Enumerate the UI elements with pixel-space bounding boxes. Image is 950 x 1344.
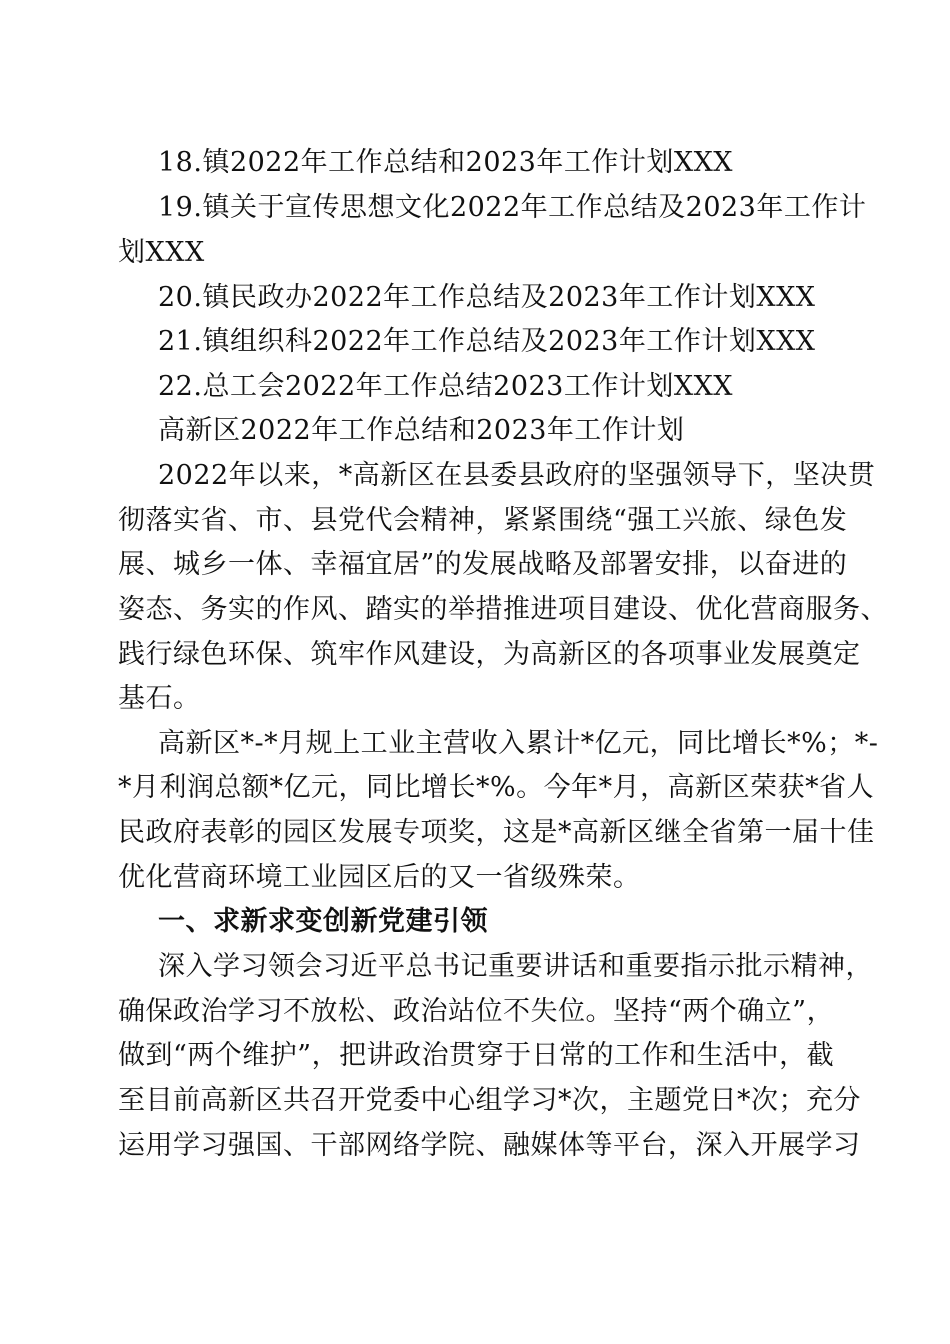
intro-line: 践行绿色环保、筑牢作风建设，为高新区的各项事业发展奠定 <box>118 639 861 670</box>
intro-line: 彻落实省、市、县党代会精神，紧紧围绕“强工兴旅、绿色发 <box>118 505 848 536</box>
stats-line: *月利润总额*亿元，同比增长*%。今年*月，高新区荣获*省人 <box>118 772 875 803</box>
stats-line: 高新区*-*月规上工业主营收入累计*亿元，同比增长*%；*- <box>158 728 879 759</box>
section1-line: 至目前高新区共召开党委中心组学习*次，主题党日*次；充分 <box>118 1085 861 1116</box>
toc-item-18: 18.镇2022年工作总结和2023年工作计划XXX <box>158 147 734 178</box>
intro-line: 2022年以来，*高新区在县委县政府的坚强领导下，坚决贯 <box>158 460 876 491</box>
stats-line: 民政府表彰的园区发展专项奖，这是*高新区继全省第一届十佳 <box>118 817 875 848</box>
section-heading: 一、求新求变创新党建引领 <box>158 906 488 937</box>
toc-item-19-continued: 划XXX <box>118 237 205 268</box>
section1-line: 做到“两个维护”，把讲政治贯穿于日常的工作和生活中，截 <box>118 1040 835 1071</box>
intro-line: 展、城乡一体、幸福宜居”的发展战略及部署安排，以奋进的 <box>118 549 848 580</box>
section1-line: 运用学习强国、干部网络学院、融媒体等平台，深入开展学习 <box>118 1130 861 1161</box>
intro-line: 姿态、务实的作风、踏实的举措推进项目建设、优化营商服务、 <box>118 594 888 625</box>
stats-line: 优化营商环境工业园区后的又一省级殊荣。 <box>118 862 641 893</box>
intro-line: 基石。 <box>118 683 201 714</box>
toc-item-22: 22.总工会2022年工作总结2023工作计划XXX <box>158 371 734 402</box>
toc-item-19: 19.镇关于宣传思想文化2022年工作总结及2023年工作计 <box>158 192 867 223</box>
toc-item-21: 21.镇组织科2022年工作总结及2023年工作计划XXX <box>158 326 816 357</box>
toc-item-20: 20.镇民政办2022年工作总结及2023年工作计划XXX <box>158 282 816 313</box>
section1-line: 深入学习领会习近平总书记重要讲话和重要指示批示精神， <box>158 951 873 982</box>
document-title: 高新区2022年工作总结和2023年工作计划 <box>158 415 685 446</box>
section1-line: 确保政治学习不放松、政治站位不失位。坚持“两个确立”， <box>118 996 835 1027</box>
